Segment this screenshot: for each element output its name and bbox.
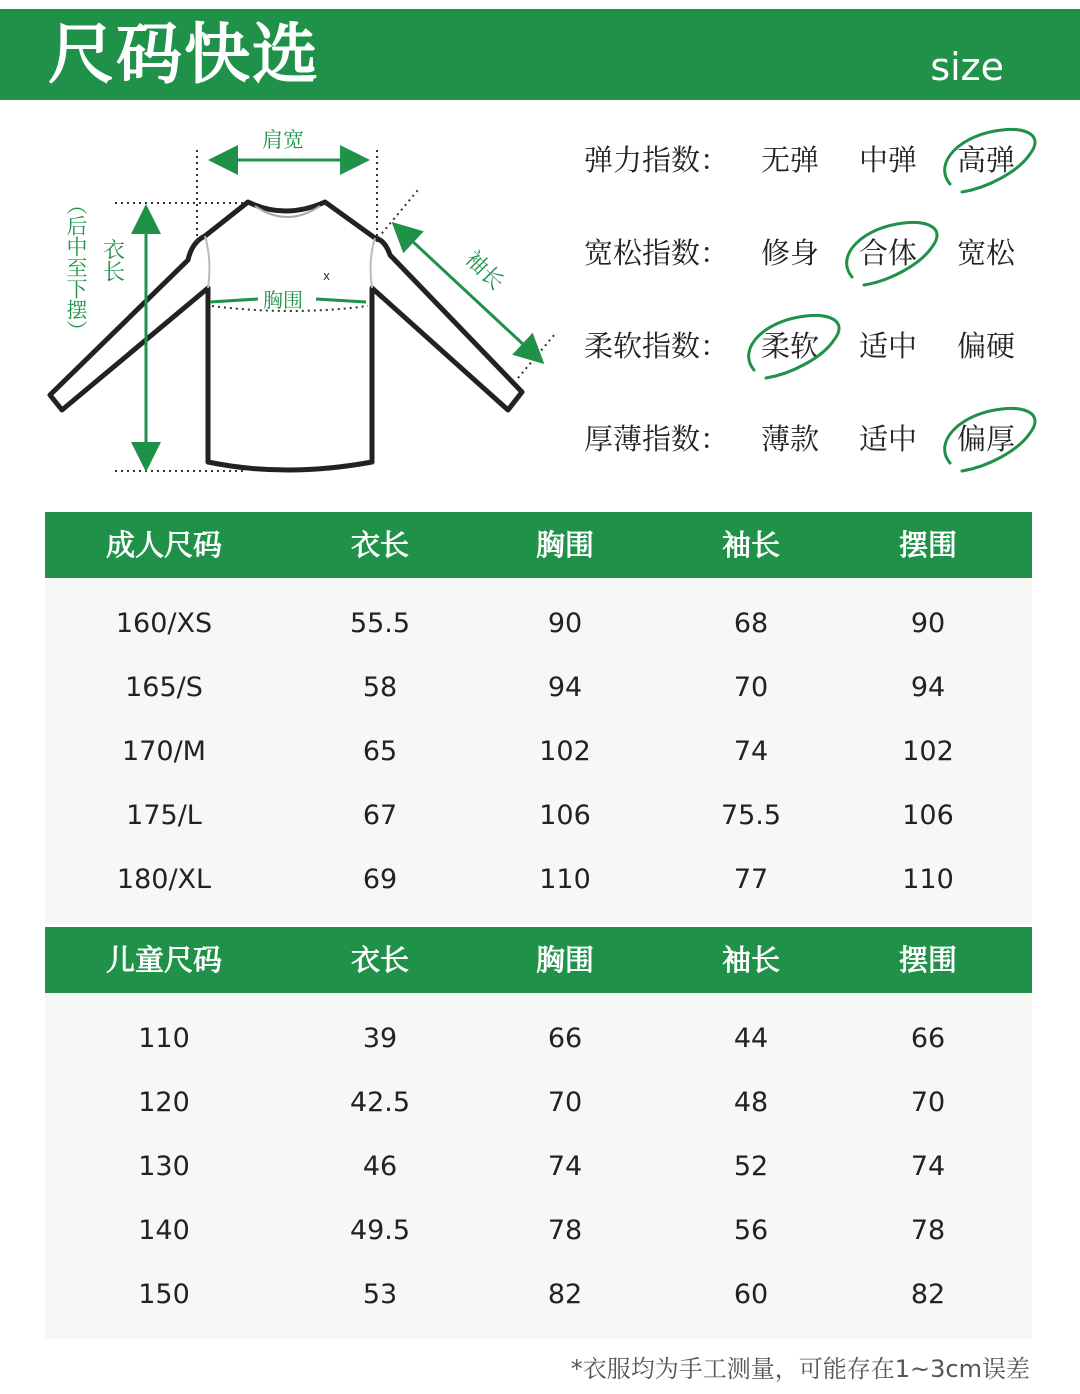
table-cell: 165/S xyxy=(125,672,203,703)
table-cell: 66 xyxy=(547,1023,583,1054)
column-header: 儿童尺码 xyxy=(105,943,223,977)
table-cell: 102 xyxy=(539,736,591,767)
column-header: 摆围 xyxy=(898,943,958,977)
table-cell: 90 xyxy=(910,608,946,639)
kids-table-body xyxy=(45,993,1032,1339)
length-label: 衣长 xyxy=(99,238,125,282)
index-label: 柔软指数： xyxy=(584,329,730,363)
adult-size-table xyxy=(45,512,1032,924)
table-row xyxy=(45,732,1032,772)
table-cell: 90 xyxy=(547,608,583,639)
index-option xyxy=(946,130,1026,190)
table-cell: 52 xyxy=(733,1151,769,1182)
index-option-text: 无弹 xyxy=(760,143,819,177)
table-row xyxy=(45,668,1032,708)
index-option xyxy=(848,223,928,283)
index-label: 厚薄指数： xyxy=(584,422,730,456)
index-option xyxy=(750,409,830,469)
index-option xyxy=(946,316,1026,376)
index-option-text: 柔软 xyxy=(760,329,819,363)
measurement-note: *衣服均为手工测量，可能存在1~3cm误差 xyxy=(570,1355,1030,1383)
column-header: 衣长 xyxy=(350,528,410,562)
column-header: 摆围 xyxy=(898,528,958,562)
index-option-text: 薄款 xyxy=(760,422,819,456)
table-cell: 130 xyxy=(138,1151,190,1182)
page-title: 尺码快选 xyxy=(48,16,320,93)
table-cell: 60 xyxy=(733,1279,769,1310)
sleeve-label: 袖长 xyxy=(459,246,509,296)
table-row xyxy=(45,860,1032,900)
index-row xyxy=(584,130,1064,190)
table-cell: 75.5 xyxy=(720,800,782,831)
table-cell: 42.5 xyxy=(349,1087,411,1118)
garment-diagram xyxy=(40,110,580,490)
table-cell: 180/XL xyxy=(116,864,212,895)
index-option xyxy=(848,409,928,469)
table-cell: 74 xyxy=(910,1151,946,1182)
table-row xyxy=(45,1083,1032,1123)
column-header: 袖长 xyxy=(721,943,781,977)
table-cell: 102 xyxy=(902,736,954,767)
table-cell: 70 xyxy=(733,672,769,703)
table-cell: 68 xyxy=(733,608,769,639)
table-cell: 78 xyxy=(910,1215,946,1246)
length-note-label: （后中至下摆） xyxy=(64,194,88,341)
table-row xyxy=(45,604,1032,644)
svg-text:x: x xyxy=(323,269,331,283)
index-option xyxy=(946,409,1026,469)
header-banner xyxy=(0,9,1080,100)
index-row xyxy=(584,409,1064,469)
table-cell: 70 xyxy=(547,1087,583,1118)
index-option xyxy=(848,130,928,190)
column-header: 衣长 xyxy=(350,943,410,977)
index-option-text: 中弹 xyxy=(858,143,917,177)
table-cell: 39 xyxy=(362,1023,398,1054)
table-cell: 46 xyxy=(362,1151,398,1182)
index-option xyxy=(946,223,1026,283)
index-option xyxy=(848,316,928,376)
table-cell: 56 xyxy=(733,1215,769,1246)
column-header: 胸围 xyxy=(535,943,595,977)
table-cell: 74 xyxy=(547,1151,583,1182)
table-cell: 58 xyxy=(362,672,398,703)
adult-table-header xyxy=(45,512,1032,578)
column-header: 袖长 xyxy=(721,528,781,562)
table-cell: 82 xyxy=(910,1279,946,1310)
index-option-text: 偏硬 xyxy=(956,329,1015,363)
table-row xyxy=(45,1147,1032,1187)
table-cell: 150 xyxy=(138,1279,190,1310)
adult-table-body xyxy=(45,578,1032,924)
table-cell: 69 xyxy=(362,864,398,895)
index-row xyxy=(584,223,1064,283)
column-header: 成人尺码 xyxy=(105,528,223,562)
table-cell: 175/L xyxy=(126,800,202,831)
table-row xyxy=(45,1019,1032,1059)
table-cell: 170/M xyxy=(122,736,206,767)
table-cell: 110 xyxy=(902,864,954,895)
table-cell: 49.5 xyxy=(349,1215,411,1246)
table-cell: 66 xyxy=(910,1023,946,1054)
index-option-text: 偏厚 xyxy=(956,422,1015,456)
shoulder-label: 肩宽 xyxy=(262,128,304,152)
table-cell: 94 xyxy=(910,672,946,703)
index-option-text: 合体 xyxy=(858,236,917,270)
page-subtitle: size xyxy=(930,45,1004,89)
index-row xyxy=(584,316,1064,376)
index-option xyxy=(750,223,830,283)
index-option-text: 高弹 xyxy=(956,143,1015,177)
table-cell: 44 xyxy=(733,1023,769,1054)
index-option-text: 适中 xyxy=(858,329,917,363)
index-label: 宽松指数： xyxy=(584,236,730,270)
table-cell: 70 xyxy=(910,1087,946,1118)
table-cell: 48 xyxy=(733,1087,769,1118)
index-option xyxy=(750,316,830,376)
table-cell: 65 xyxy=(362,736,398,767)
index-option-text: 宽松 xyxy=(956,236,1015,270)
index-option-text: 适中 xyxy=(858,422,917,456)
table-cell: 78 xyxy=(547,1215,583,1246)
column-header: 胸围 xyxy=(535,528,595,562)
kids-table-header xyxy=(45,927,1032,993)
table-cell: 106 xyxy=(902,800,954,831)
table-cell: 74 xyxy=(733,736,769,767)
table-cell: 106 xyxy=(539,800,591,831)
table-row xyxy=(45,1211,1032,1251)
index-option xyxy=(750,130,830,190)
kids-size-table xyxy=(45,927,1032,1339)
table-cell: 53 xyxy=(362,1279,398,1310)
table-cell: 110 xyxy=(539,864,591,895)
index-option-text: 修身 xyxy=(760,236,819,270)
table-cell: 55.5 xyxy=(349,608,411,639)
table-row xyxy=(45,1275,1032,1315)
table-cell: 67 xyxy=(362,800,398,831)
table-row xyxy=(45,796,1032,836)
table-cell: 110 xyxy=(138,1023,190,1054)
chest-label: 胸围 xyxy=(263,288,303,312)
table-cell: 140 xyxy=(138,1215,190,1246)
table-cell: 82 xyxy=(547,1279,583,1310)
table-cell: 77 xyxy=(733,864,769,895)
table-cell: 94 xyxy=(547,672,583,703)
table-cell: 120 xyxy=(138,1087,190,1118)
index-label: 弹力指数： xyxy=(584,143,730,177)
table-cell: 160/XS xyxy=(115,608,213,639)
